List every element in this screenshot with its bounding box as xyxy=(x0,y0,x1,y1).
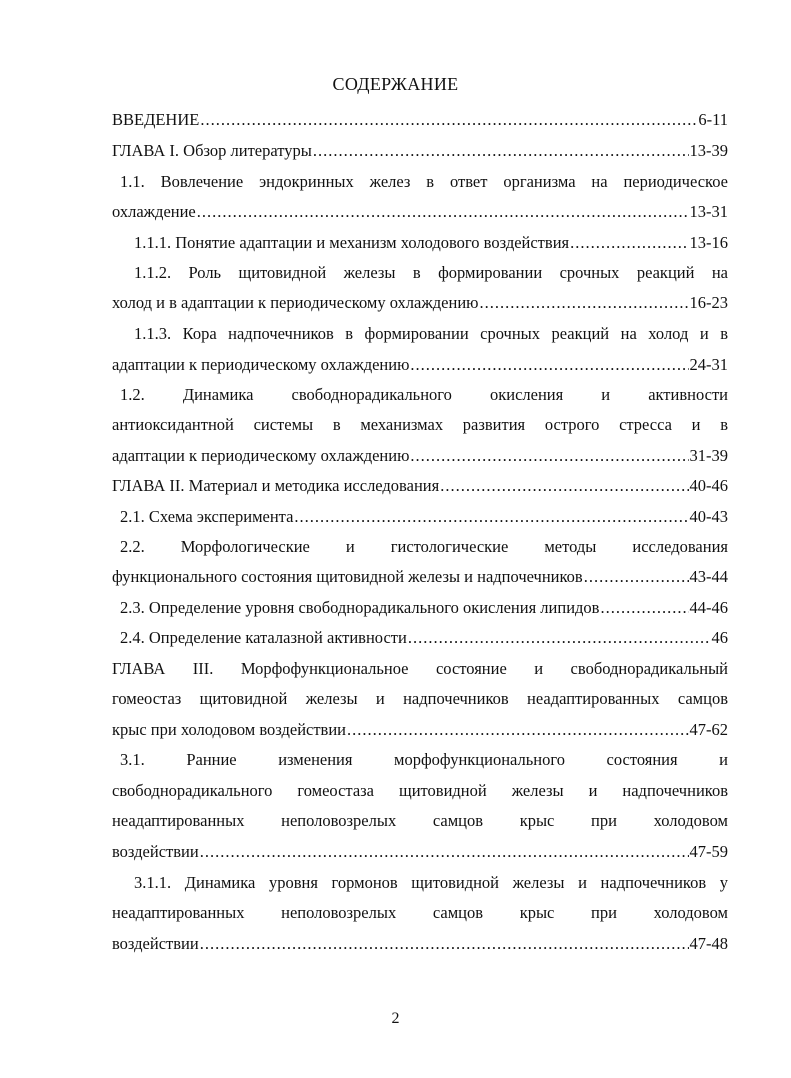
toc-label: крыс при холодовом воздействии xyxy=(112,720,347,739)
toc-entry-1-1-2-line: 1.1.2. Роль щитовидной железы в формировании срочных реакций на xyxy=(134,263,728,282)
toc-label: 2.1. Схема эксперимента xyxy=(120,507,294,526)
toc-entry-chapter-3-line-1: ГЛАВА III. Морфофункциональное состояние и свободнорадикальный xyxy=(112,659,728,678)
toc-page: 47-59 xyxy=(689,842,728,861)
toc-entry-1-1-3-line: 1.1.3. Кора надпочечников в формировании срочных реакций на холод и в xyxy=(134,324,728,343)
toc-page: 13-31 xyxy=(689,202,728,221)
toc-label: функционального состояния щитовидной железы и надпочечников xyxy=(112,567,583,586)
toc-entry-chapter-3 xyxy=(112,720,728,740)
toc-entry-2-2 xyxy=(112,567,728,587)
toc-page: 13-16 xyxy=(689,233,728,252)
toc-leader-dots xyxy=(410,446,688,466)
page-number: 2 xyxy=(391,1010,400,1027)
toc-label: воздействии xyxy=(112,934,199,953)
toc-label: ГЛАВА II. Материал и методика исследования xyxy=(112,476,440,495)
toc-leader-dots xyxy=(479,293,688,313)
toc-entry-3-1 xyxy=(112,842,728,862)
toc-page: 24-31 xyxy=(689,355,728,374)
toc-entry-1-1-3 xyxy=(112,355,728,375)
toc-leader-dots xyxy=(197,202,689,222)
toc-label: адаптации к периодическому охлаждению xyxy=(112,446,410,465)
toc-entry-2-2-line: 2.2. Морфологические и гистологические методы исследования xyxy=(120,537,728,556)
toc-entry-1-1 xyxy=(112,202,728,222)
toc-label: 1.1.1. Понятие адаптации и механизм холодового воздействия xyxy=(134,233,570,252)
toc-page: 43-44 xyxy=(689,567,728,586)
toc-label: охлаждение xyxy=(112,202,196,221)
toc-entry-3-1-line-3: неадаптированных неполовозрелых самцов крыс при холодовом xyxy=(112,811,728,830)
toc-page: 16-23 xyxy=(689,293,728,312)
toc-entry-1-1-1 xyxy=(134,233,728,253)
toc-page: 40-43 xyxy=(689,507,728,526)
toc-page: 46 xyxy=(711,628,728,647)
toc-entry-3-1-1 xyxy=(112,934,728,954)
toc-entry-chapter-1 xyxy=(112,141,728,161)
toc-entry-1-2-line-2: антиоксидантной системы в механизмах развития острого стресса и в xyxy=(112,415,728,434)
toc-leader-dots xyxy=(408,628,711,648)
toc-label: 2.3. Определение уровня свободнорадикального окисления липидов xyxy=(120,598,600,617)
toc-label: воздействии xyxy=(112,842,199,861)
toc-entry-3-1-1-line-1: 3.1.1. Динамика уровня гормонов щитовидной железы и надпочечников у xyxy=(134,873,728,892)
toc-entry-1-2 xyxy=(112,446,728,466)
toc-label: адаптации к периодическому охлаждению xyxy=(112,355,410,374)
toc-page: 6-11 xyxy=(698,110,728,129)
toc-leader-dots xyxy=(294,507,688,527)
toc-entry-2-4 xyxy=(120,628,728,648)
toc-page: 13-39 xyxy=(689,141,728,160)
toc-entry-chapter-2 xyxy=(112,476,728,496)
toc-entry-2-1 xyxy=(120,507,728,527)
toc-leader-dots xyxy=(200,842,689,862)
toc-leader-dots xyxy=(347,720,688,740)
page-title: СОДЕРЖАНИЕ xyxy=(332,74,459,94)
toc-entry-chapter-3-line-2: гомеостаз щитовидной железы и надпочечников неадаптированных самцов xyxy=(112,689,728,708)
toc-leader-dots xyxy=(570,233,688,253)
toc-page: 47-48 xyxy=(689,934,728,953)
toc-label: холод и в адаптации к периодическому охлаждению xyxy=(112,293,479,312)
toc-page: 44-46 xyxy=(689,598,728,617)
toc-label: ВВЕДЕНИЕ xyxy=(112,110,200,129)
toc-leader-dots xyxy=(600,598,688,618)
toc-entry-3-1-line-1: 3.1. Ранние изменения морфофункционального состояния и xyxy=(120,750,728,769)
toc-label: ГЛАВА I. Обзор литературы xyxy=(112,141,312,160)
toc-leader-dots xyxy=(200,934,689,954)
toc-page: 31-39 xyxy=(689,446,728,465)
toc-page: 47-62 xyxy=(689,720,728,739)
toc-leader-dots xyxy=(410,355,688,375)
toc-page: 40-46 xyxy=(689,476,728,495)
toc-leader-dots xyxy=(584,567,689,587)
toc-entry-1-2-line-1: 1.2. Динамика свободнорадикального окисления и активности xyxy=(120,385,728,404)
toc-entry-3-1-1-line-2: неадаптированных неполовозрелых самцов крыс при холодовом xyxy=(112,903,728,922)
toc-leader-dots xyxy=(440,476,688,496)
toc-leader-dots xyxy=(200,110,697,130)
toc-label: 2.4. Определение каталазной активности xyxy=(120,628,407,647)
toc-leader-dots xyxy=(313,141,689,161)
toc-entry-3-1-line-2: свободнорадикального гомеостаза щитовидной железы и надпочечников xyxy=(112,781,728,800)
toc-entry-introduction xyxy=(112,110,728,130)
toc-entry-1-1-2 xyxy=(112,293,728,313)
toc-entry-1-1-line: 1.1. Вовлечение эндокринных желез в ответ организма на периодическое xyxy=(120,172,728,191)
toc-entry-2-3 xyxy=(120,598,728,618)
